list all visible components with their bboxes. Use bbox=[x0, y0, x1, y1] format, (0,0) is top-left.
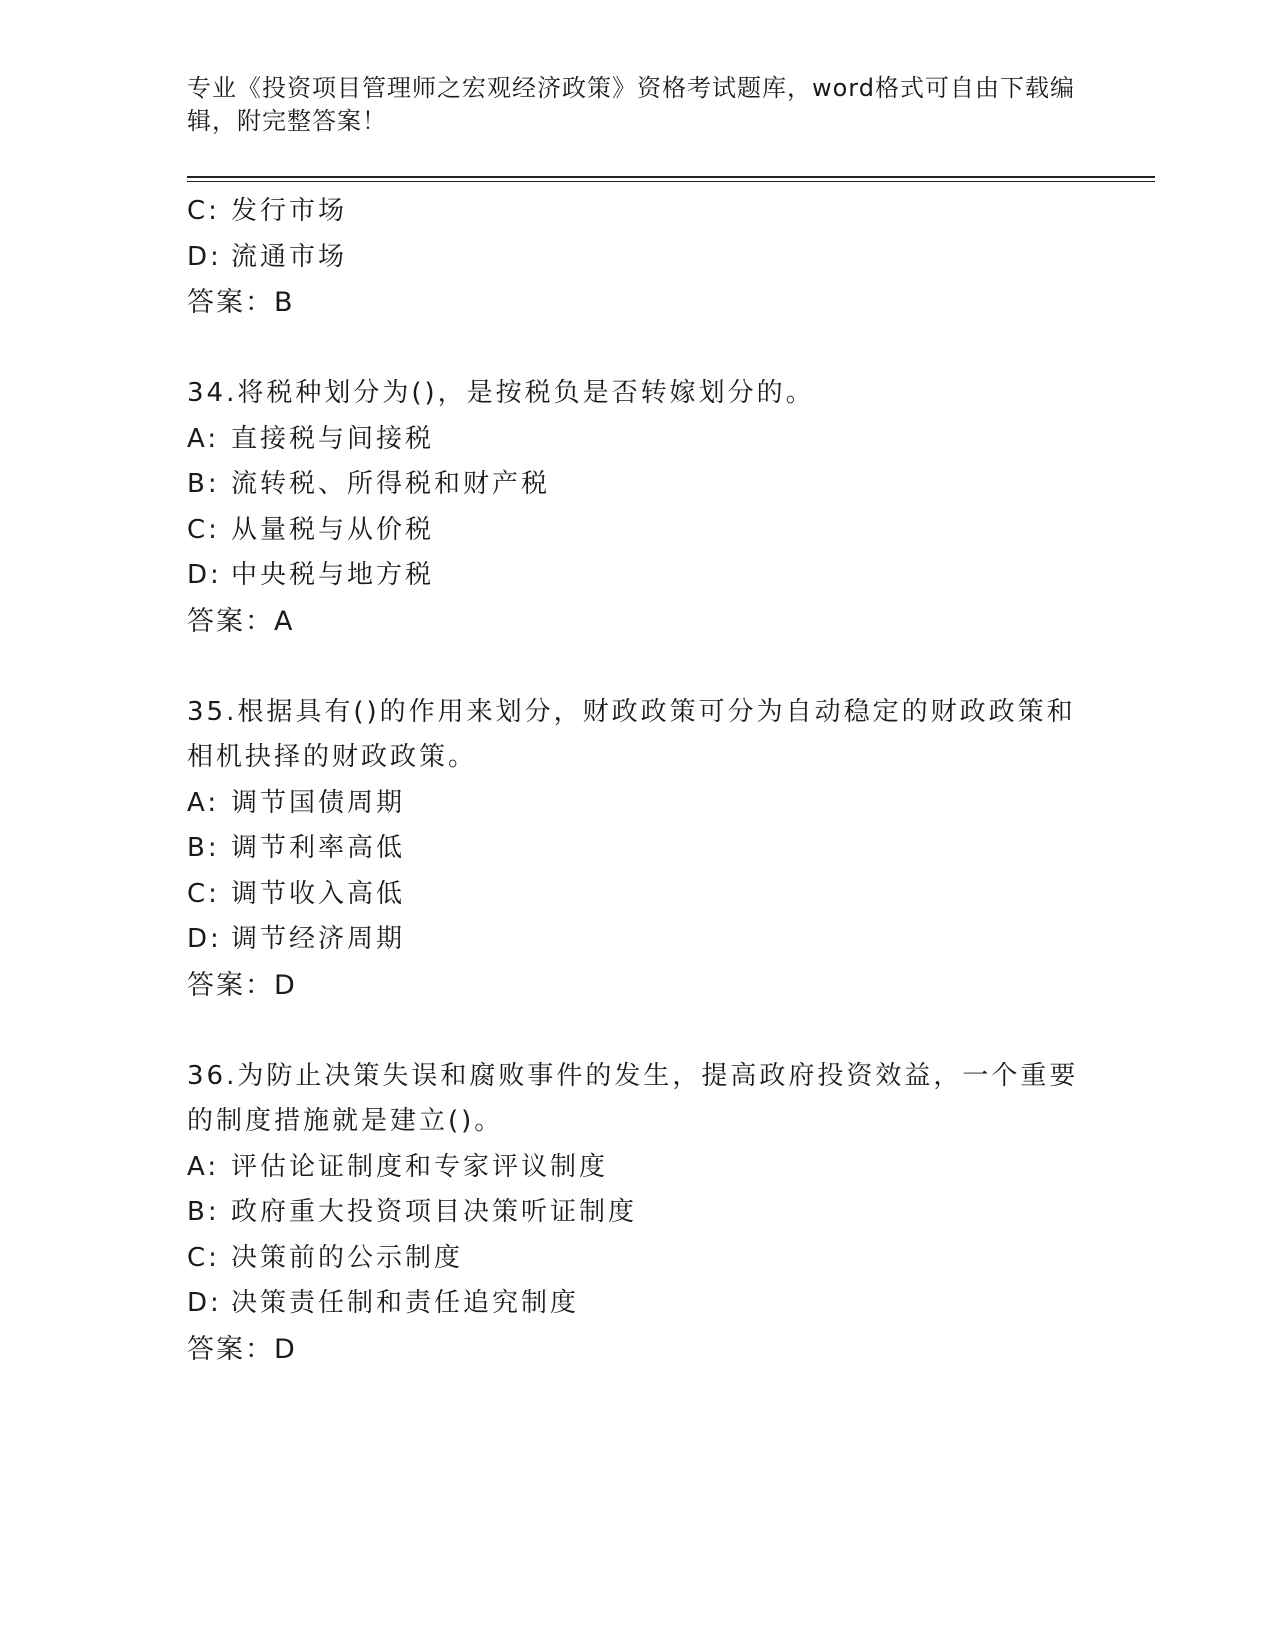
option-item bbox=[187, 917, 1087, 963]
option-text: 评估论证制度和专家评议制度 bbox=[231, 1151, 609, 1182]
question-list bbox=[187, 189, 1087, 1373]
option-item bbox=[187, 417, 1087, 463]
option-text: 发行市场 bbox=[231, 196, 348, 226]
option-text: 直接税与间接税 bbox=[231, 423, 435, 454]
option-text: 决策责任制和责任追究制度 bbox=[231, 1288, 580, 1318]
option-key: D: bbox=[187, 924, 222, 954]
option-text: 从量税与从价税 bbox=[231, 514, 435, 545]
option-key: A: bbox=[187, 423, 220, 454]
option-key: B: bbox=[187, 833, 220, 863]
option-item bbox=[187, 189, 1087, 235]
option-key: D: bbox=[187, 1288, 222, 1318]
document-header: 专业《投资项目管理师之宏观经济政策》资格考试题库，word格式可自由下载编辑，附完整答案！ bbox=[187, 74, 1075, 135]
option-item bbox=[187, 462, 1087, 508]
header-rule-thin bbox=[187, 181, 1155, 182]
option-item bbox=[187, 826, 1087, 872]
option-key: D: bbox=[187, 241, 222, 272]
question-text: 34.将税种划分为()，是按税负是否转嫁划分的。 bbox=[187, 378, 815, 408]
option-item bbox=[187, 508, 1087, 554]
option-text: 流转税、所得税和财产税 bbox=[231, 469, 551, 499]
option-item bbox=[187, 235, 1087, 281]
option-key: D: bbox=[187, 560, 222, 590]
option-item bbox=[187, 872, 1087, 918]
question-text: 35.根据具有()的作用来划分，财政政策可分为自动稳定的财政政策和相机抉择的财政政策。 bbox=[187, 696, 1076, 772]
option-text: 调节经济周期 bbox=[231, 924, 406, 954]
option-key: B: bbox=[187, 1197, 220, 1227]
option-item bbox=[187, 1281, 1087, 1327]
question-text: 36.为防止决策失误和腐败事件的发生，提高政府投资效益，一个重要的制度措施就是建立()。 bbox=[187, 1060, 1079, 1136]
option-key: C: bbox=[187, 514, 220, 545]
answer-line: 答案：B bbox=[187, 287, 295, 318]
answer-line: 答案：D bbox=[187, 969, 297, 1001]
option-text: 调节利率高低 bbox=[231, 833, 406, 863]
option-item bbox=[187, 1190, 1087, 1236]
option-item bbox=[187, 781, 1087, 827]
option-key: A: bbox=[187, 787, 220, 818]
option-item bbox=[187, 553, 1087, 599]
answer-line: 答案：A bbox=[187, 605, 295, 637]
option-item bbox=[187, 1236, 1087, 1282]
option-key: C: bbox=[187, 878, 220, 909]
option-item bbox=[187, 1145, 1087, 1191]
option-text: 政府重大投资项目决策听证制度 bbox=[231, 1197, 638, 1227]
option-key: B: bbox=[187, 469, 220, 499]
option-key: C: bbox=[187, 1242, 220, 1273]
option-key: A: bbox=[187, 1151, 220, 1182]
option-text: 流通市场 bbox=[231, 241, 348, 272]
option-text: 调节收入高低 bbox=[231, 878, 406, 909]
answer-line: 答案：D bbox=[187, 1333, 297, 1365]
option-text: 决策前的公示制度 bbox=[231, 1242, 464, 1273]
header-rule-thick bbox=[187, 176, 1155, 178]
option-text: 调节国债周期 bbox=[231, 787, 406, 818]
option-text: 中央税与地方税 bbox=[231, 560, 435, 590]
option-key: C: bbox=[187, 196, 220, 226]
